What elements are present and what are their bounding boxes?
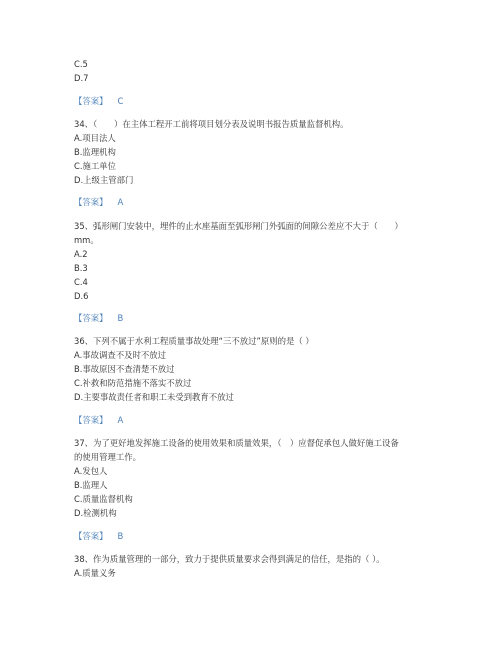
question-stem: 37、为了更好地发挥施工设备的使用效果和质量效果，（ ）应督促承包人做好施工设备 bbox=[74, 438, 399, 448]
option-a: A.项目法人 bbox=[74, 133, 116, 143]
answer-value: B bbox=[117, 313, 124, 323]
option-c: C.补救和防范措施不落实不放过 bbox=[74, 378, 192, 388]
option-c: C.5 bbox=[74, 59, 88, 69]
option-d: D.上级主管部门 bbox=[74, 175, 134, 185]
answer-line bbox=[74, 414, 123, 426]
answer-label: 【答案】 bbox=[74, 197, 108, 207]
question-stem: 34、（ ）在主体工程开工前将项目划分表及说明书报告质量监督机构。 bbox=[74, 119, 349, 129]
option-a: A.事故调查不及时不放过 bbox=[74, 350, 166, 360]
option-a: A.2 bbox=[74, 249, 88, 259]
answer-line bbox=[74, 95, 123, 107]
option-c: C.质量监督机构 bbox=[74, 494, 133, 504]
answer-value: A bbox=[117, 415, 124, 425]
option-a: A.质量义务 bbox=[74, 568, 116, 578]
option-b: B.监理机构 bbox=[74, 147, 116, 157]
answer-value: C bbox=[117, 96, 124, 106]
answer-label: 【答案】 bbox=[74, 313, 108, 323]
answer-label: 【答案】 bbox=[74, 531, 108, 541]
answer-value: A bbox=[117, 197, 124, 207]
option-d: D.主要事故责任者和职工未受到教育不放过 bbox=[74, 392, 234, 402]
question-stem: 38、作为质量管理的一部分，致力于提供质量要求会得到满足的信任，是指的（ ）。 bbox=[74, 554, 385, 564]
option-d: D.6 bbox=[74, 291, 89, 301]
question-stem-continued: 的使用管理工作。 bbox=[74, 452, 141, 462]
answer-line bbox=[74, 312, 123, 324]
option-b: B.事故原因不查清楚不放过 bbox=[74, 364, 175, 374]
option-d: D.检测机构 bbox=[74, 508, 117, 518]
answer-value: B bbox=[117, 531, 124, 541]
option-b: B.监理人 bbox=[74, 480, 108, 490]
answer-label: 【答案】 bbox=[74, 415, 108, 425]
answer-line bbox=[74, 196, 123, 208]
option-d: D.7 bbox=[74, 73, 89, 83]
option-a: A.发包人 bbox=[74, 466, 108, 476]
option-b: B.3 bbox=[74, 263, 88, 273]
question-stem-continued: mm。 bbox=[74, 235, 99, 245]
answer-label: 【答案】 bbox=[74, 96, 108, 106]
option-c: C.施工单位 bbox=[74, 161, 117, 171]
question-stem: 35、弧形闸门安装中，埋件的止水座基面至弧形闸门外弧面的间隙公差应不大于（ ） bbox=[74, 221, 403, 231]
answer-line bbox=[74, 530, 123, 542]
option-c: C.4 bbox=[74, 277, 88, 287]
question-stem: 36、下列不属于水利工程质量事故处理“三不放过”原则的是（ ） bbox=[74, 336, 314, 346]
